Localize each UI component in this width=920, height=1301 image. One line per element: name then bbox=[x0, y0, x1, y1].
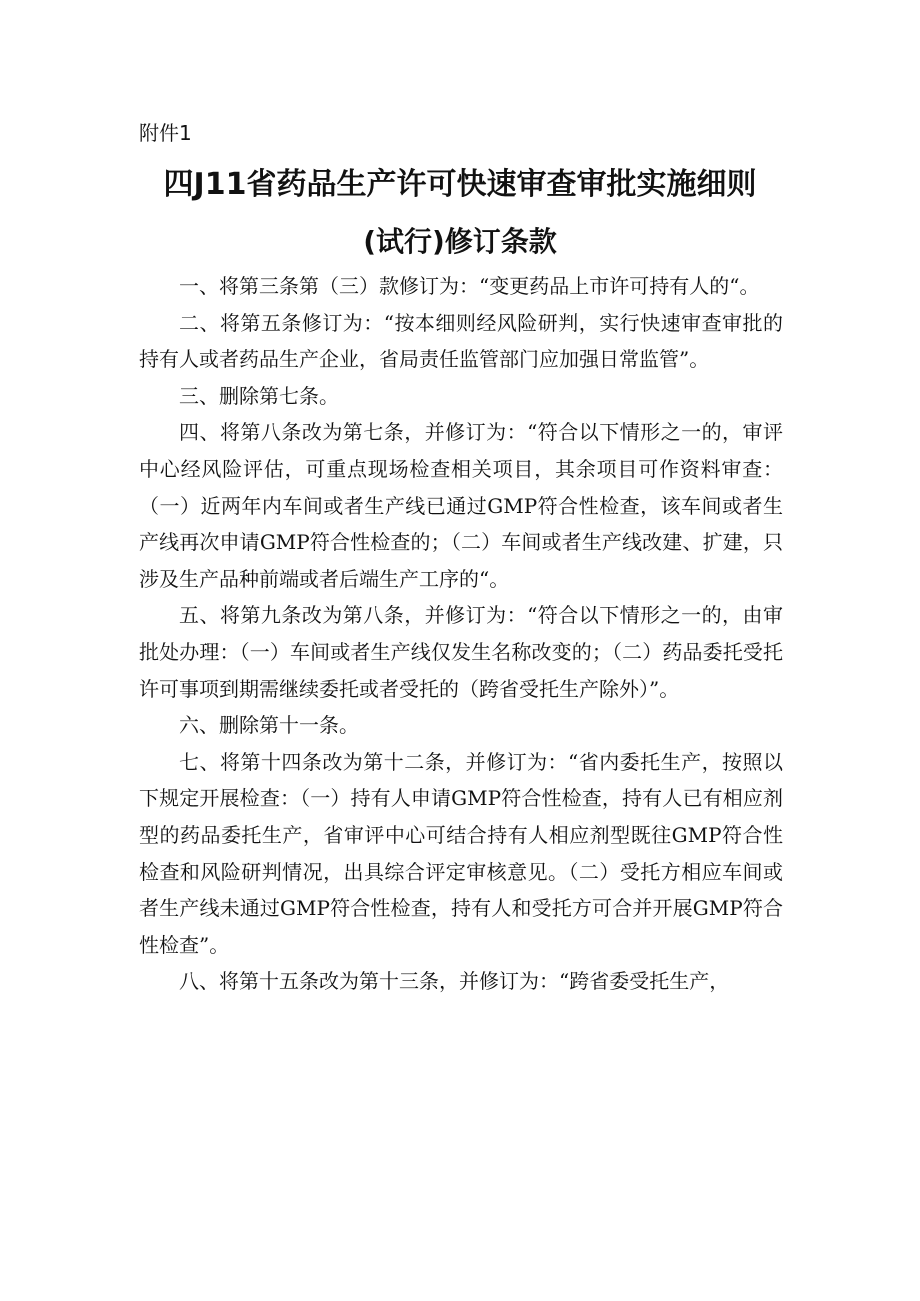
clause-paragraph: 八、将第十五条改为第十三条，并修订为：“跨省委受托生产， bbox=[179, 969, 730, 994]
document-title: 四J11省药品生产许可快速审查审批实施细则 bbox=[163, 167, 757, 202]
clause-paragraph: 七、将第十四条改为第十二条，并修订为：“省内委托生产，按照以下规定开展检查：（一）持有人申请GMP符合性检查，持有人已有相应剂型的药品委托生产，省审评中心可结合持有人相应剂型既往GMP符合性检查和风险研判情况，出具综合评定审核意见。（二）受托方相应车间或者生产线未通过GMP符合性检查，持有人和受托方可合并开展GMP符合性检查”。 bbox=[139, 749, 783, 957]
clause-paragraph: 五、将第九条改为第八条，并修订为：“符合以下情形之一的，由审批处办理：（一）车间或者生产线仅发生名称改变的；（二）药品委托受托许可事项到期需继续委托或者受托的（跨省受托生产除外）”。 bbox=[139, 603, 783, 701]
document-subtitle: (试行)修订条款 bbox=[363, 225, 557, 258]
clause-paragraph: 三、删除第七条。 bbox=[179, 383, 339, 408]
attachment-label: 附件1 bbox=[139, 121, 192, 145]
clause-paragraph: 六、删除第十一条。 bbox=[179, 713, 359, 738]
clause-paragraph: 四、将第八条改为第七条，并修订为：“符合以下情形之一的，审评中心经风险评估，可重点现场检查相关项目，其余项目可作资料审查：（一）近两年内车间或者生产线已通过GMP符合性检查，该车间或者生产线再次申请GMP符合性检查的；（二）车间或者生产线改建、扩建，只涉及生产品种前端或者后端生产工序的“。 bbox=[139, 420, 783, 591]
clause-paragraph: 一、将第三条第（三）款修订为：“变更药品上市许可持有人的“。 bbox=[179, 274, 760, 298]
document-body bbox=[139, 268, 783, 1000]
clause-paragraph: 二、将第五条修订为：“按本细则经风险研判，实行快速审查审批的持有人或者药品生产企业，省局责任监管部门应加强日常监管”。 bbox=[139, 310, 783, 372]
